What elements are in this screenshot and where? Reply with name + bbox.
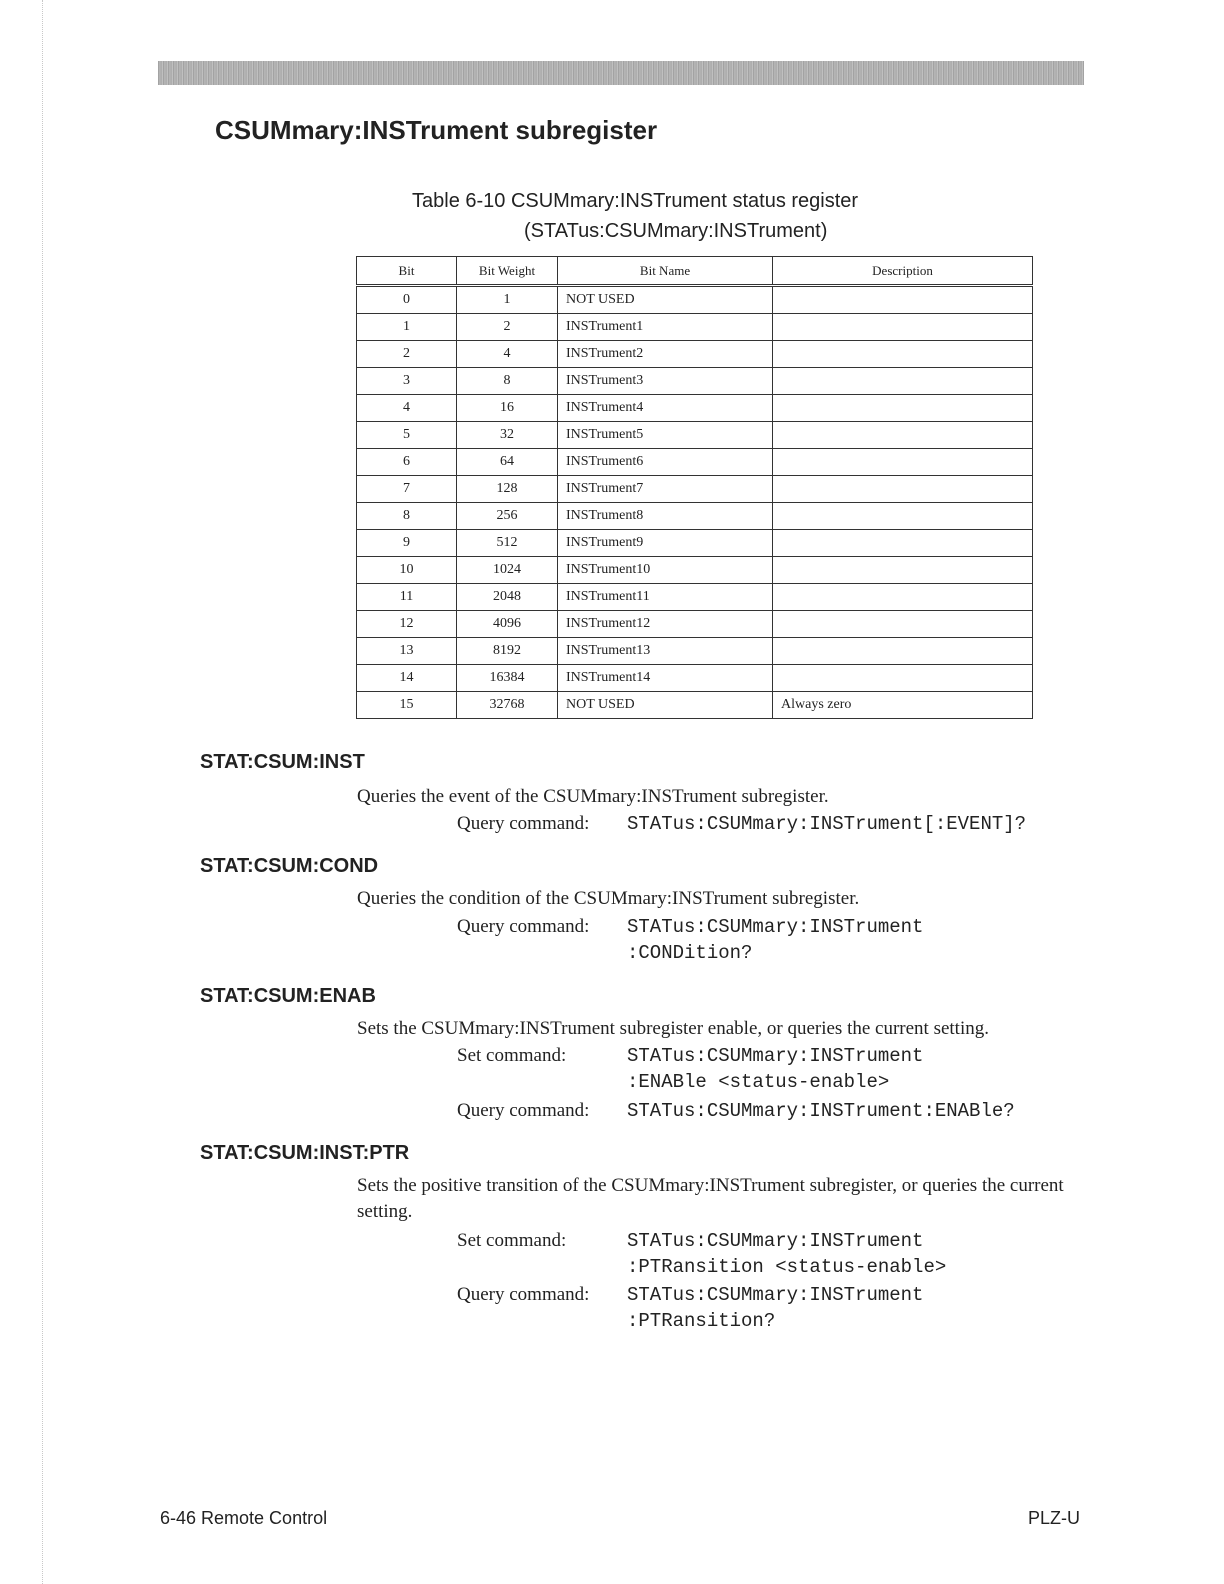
cell-bit: 1 [357, 314, 457, 341]
cell-bit: 5 [357, 422, 457, 449]
cell-description [773, 449, 1033, 476]
cell-bit-weight: 2 [457, 314, 558, 341]
table-caption-line2: (STATus:CSUMmary:INSTrument) [524, 220, 828, 242]
table-body [357, 286, 1033, 719]
cell-bit-name: INSTrument3 [558, 368, 773, 395]
cell-description [773, 422, 1033, 449]
footer-product-name: PLZ-U [1028, 1508, 1081, 1528]
table-row [357, 692, 1033, 719]
cell-description [773, 314, 1033, 341]
cell-description [773, 530, 1033, 557]
cell-bit: 4 [357, 395, 457, 422]
query-code-line1: STATus:CSUMmary:INSTrument [627, 916, 924, 938]
table-row [357, 476, 1033, 503]
table-row [357, 422, 1033, 449]
cell-bit-name: INSTrument1 [558, 314, 773, 341]
cell-bit-name: INSTrument10 [558, 557, 773, 584]
cell-description [773, 557, 1033, 584]
cell-bit: 10 [357, 557, 457, 584]
cmd-desc-cond: Queries the condition of the CSUMmary:INSTrument subregister. [357, 888, 860, 909]
cell-bit: 0 [357, 286, 457, 314]
cell-description [773, 503, 1033, 530]
table-row [357, 557, 1033, 584]
cell-bit-name: NOT USED [558, 692, 773, 719]
query-code-line1: STATus:CSUMmary:INSTrument [627, 1284, 924, 1306]
cell-bit-name: INSTrument13 [558, 638, 773, 665]
table-row [357, 665, 1033, 692]
set-label: Set command: [457, 1230, 567, 1251]
table-caption [360, 186, 1000, 246]
cell-bit-name: NOT USED [558, 286, 773, 314]
query-code-line2: :CONDition? [627, 942, 753, 964]
cell-bit: 11 [357, 584, 457, 611]
cell-bit-weight: 8192 [457, 638, 558, 665]
table-row [357, 638, 1033, 665]
cell-bit-weight: 4 [457, 341, 558, 368]
header-bit-name: Bit Name [558, 257, 773, 286]
cell-bit-name: INSTrument2 [558, 341, 773, 368]
cell-bit-weight: 2048 [457, 584, 558, 611]
status-register-table [356, 256, 1033, 719]
table-row [357, 449, 1033, 476]
cell-bit-weight: 128 [457, 476, 558, 503]
header-bar [158, 61, 1084, 85]
cmd-heading-ptr: STAT:CSUM:INST:PTR [200, 1142, 410, 1164]
cell-description [773, 341, 1033, 368]
cell-description [773, 368, 1033, 395]
cell-bit-weight: 64 [457, 449, 558, 476]
query-label: Query command: [457, 1284, 590, 1305]
set-code-line2: :PTRansition <status-enable> [627, 1256, 947, 1278]
query-label: Query command: [457, 1100, 590, 1121]
cell-bit: 7 [357, 476, 457, 503]
cell-description [773, 286, 1033, 314]
cell-description [773, 638, 1033, 665]
cell-description [773, 476, 1033, 503]
table-row [357, 286, 1033, 314]
header-description: Description [773, 257, 1033, 286]
page-margin-line [42, 0, 43, 1584]
cell-bit: 15 [357, 692, 457, 719]
cell-bit-name: INSTrument7 [558, 476, 773, 503]
table-row [357, 584, 1033, 611]
cell-bit-name: INSTrument6 [558, 449, 773, 476]
table-row [357, 530, 1033, 557]
cell-bit-name: INSTrument4 [558, 395, 773, 422]
cell-bit-name: INSTrument8 [558, 503, 773, 530]
footer-page-label: 6-46 Remote Control [160, 1508, 328, 1528]
query-code: STATus:CSUMmary:INSTrument:ENABle? [627, 1100, 1015, 1122]
cmd-desc-inst: Queries the event of the CSUMmary:INSTrument subregister. [357, 786, 829, 807]
cell-description: Always zero [773, 692, 1033, 719]
cmd-heading-cond: STAT:CSUM:COND [200, 855, 379, 877]
table-row [357, 314, 1033, 341]
cell-bit-weight: 4096 [457, 611, 558, 638]
cell-bit-name: INSTrument5 [558, 422, 773, 449]
cell-description [773, 611, 1033, 638]
cell-bit-name: INSTrument12 [558, 611, 773, 638]
table-row [357, 395, 1033, 422]
cell-bit: 14 [357, 665, 457, 692]
cell-bit-weight: 16 [457, 395, 558, 422]
cell-bit-weight: 32 [457, 422, 558, 449]
cell-description [773, 584, 1033, 611]
cell-bit-weight: 256 [457, 503, 558, 530]
cell-bit: 8 [357, 503, 457, 530]
table-row [357, 611, 1033, 638]
table-row [357, 368, 1033, 395]
set-code-line1: STATus:CSUMmary:INSTrument [627, 1045, 924, 1067]
query-code-line2: :PTRansition? [627, 1310, 776, 1332]
cell-bit: 9 [357, 530, 457, 557]
table-row [357, 341, 1033, 368]
header-bit-weight: Bit Weight [457, 257, 558, 286]
cell-bit: 13 [357, 638, 457, 665]
cell-bit-weight: 1 [457, 286, 558, 314]
table-row [357, 503, 1033, 530]
query-code: STATus:CSUMmary:INSTrument[:EVENT]? [627, 813, 1027, 835]
cmd-desc-enab: Sets the CSUMmary:INSTrument subregister enable, or queries the current setting. [357, 1018, 989, 1039]
cell-bit-weight: 16384 [457, 665, 558, 692]
cell-description [773, 665, 1033, 692]
cell-bit-weight: 32768 [457, 692, 558, 719]
table-header-row [357, 257, 1033, 286]
cell-bit-weight: 1024 [457, 557, 558, 584]
cmd-desc-ptr: Sets the positive transition of the CSUMmary:INSTrument subregister, or queries the current setting. [357, 1175, 1064, 1222]
query-label: Query command: [457, 813, 590, 834]
query-label: Query command: [457, 916, 590, 937]
cell-bit-name: INSTrument11 [558, 584, 773, 611]
table-caption-line1: Table 6-10 CSUMmary:INSTrument status register [412, 190, 859, 212]
set-label: Set command: [457, 1045, 567, 1066]
cmd-heading-enab: STAT:CSUM:ENAB [200, 985, 376, 1007]
section-title: CSUMmary:INSTrument subregister [215, 115, 658, 145]
cell-bit-name: INSTrument9 [558, 530, 773, 557]
cell-bit: 12 [357, 611, 457, 638]
cell-bit: 3 [357, 368, 457, 395]
cell-bit: 6 [357, 449, 457, 476]
set-code-line2: :ENABle <status-enable> [627, 1071, 890, 1093]
cell-bit-weight: 8 [457, 368, 558, 395]
cell-description [773, 395, 1033, 422]
cmd-heading-inst: STAT:CSUM:INST [200, 751, 365, 773]
cell-bit: 2 [357, 341, 457, 368]
cell-bit-name: INSTrument14 [558, 665, 773, 692]
cell-bit-weight: 512 [457, 530, 558, 557]
set-code-line1: STATus:CSUMmary:INSTrument [627, 1230, 924, 1252]
header-bit: Bit [357, 257, 457, 286]
